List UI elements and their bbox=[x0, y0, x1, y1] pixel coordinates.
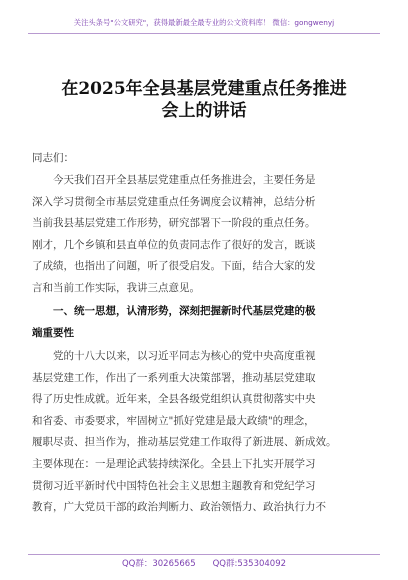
footer-divider bbox=[28, 554, 380, 555]
header-promo-text: 关注头条号"公文研究"，获得最新最全最专业的公文资料库！ 微信：gongwenyj bbox=[73, 18, 335, 27]
section-heading-1 bbox=[32, 301, 362, 344]
header-divider bbox=[28, 33, 380, 34]
text-line: 得了历史性成就。近年来，全县各级党组织认真贯彻落实中央 bbox=[32, 393, 316, 406]
title-line-1: 在2025年全县基层党建重点任务推进 bbox=[61, 79, 347, 99]
paragraph-intro bbox=[32, 170, 362, 300]
text-line: 今天我们召开全县基层党建重点任务推进会，主要任务是 bbox=[32, 174, 316, 186]
heading-line: 端重要性 bbox=[32, 326, 74, 339]
text-line: 言和当前工作实际，我讲三点意见。 bbox=[32, 281, 200, 294]
text-line: 了成绩，也指出了问题，听了很受启发。下面，结合大家的发 bbox=[32, 260, 316, 273]
text-line: 主要体现在：一是理论武装持续深化。全县上下扎实开展学习 bbox=[32, 457, 316, 470]
heading-line: 一、统一思想，认清形势，深刻把握新时代基层党建的极 bbox=[32, 305, 316, 317]
text-line: 教育，广大党员干部的政治判断力、政治领悟力、政治执行力不 bbox=[32, 501, 326, 514]
document-title bbox=[30, 78, 378, 122]
text-line: 当前我县基层党建工作形势，研究部署下一阶段的重点任务。 bbox=[32, 217, 316, 230]
text-line: 和省委、市委要求，牢固树立"抓好党建是最大政绩"的理念， bbox=[32, 414, 315, 427]
text-line: 深入学习贯彻全市基层党建重点任务调度会议精神，总结分析 bbox=[32, 195, 316, 208]
title-line-2: 会上的讲话 bbox=[161, 101, 247, 121]
footer-qq-groups: QQ群：30265665 QQ群:535304092 bbox=[121, 559, 287, 569]
salutation bbox=[32, 148, 362, 170]
text-line: 贯彻习近平新时代中国特色社会主义思想主题教育和党纪学习 bbox=[32, 479, 316, 492]
text-line: 党的十八大以来，以习近平同志为核心的党中央高度重视 bbox=[32, 350, 316, 362]
text-line: 基层党建工作，作出了一系列重大决策部署，推动基层党建取 bbox=[32, 371, 316, 384]
text-line: 履职尽责、担当作为，推动基层党建工作取得了新进展、新成效。 bbox=[32, 436, 337, 449]
salutation-text: 同志们： bbox=[32, 152, 74, 164]
text-line: 刚才，几个乡镇和县直单位的负责同志作了很好的发言，既谈 bbox=[32, 238, 316, 251]
paragraph-achievements bbox=[32, 346, 362, 519]
